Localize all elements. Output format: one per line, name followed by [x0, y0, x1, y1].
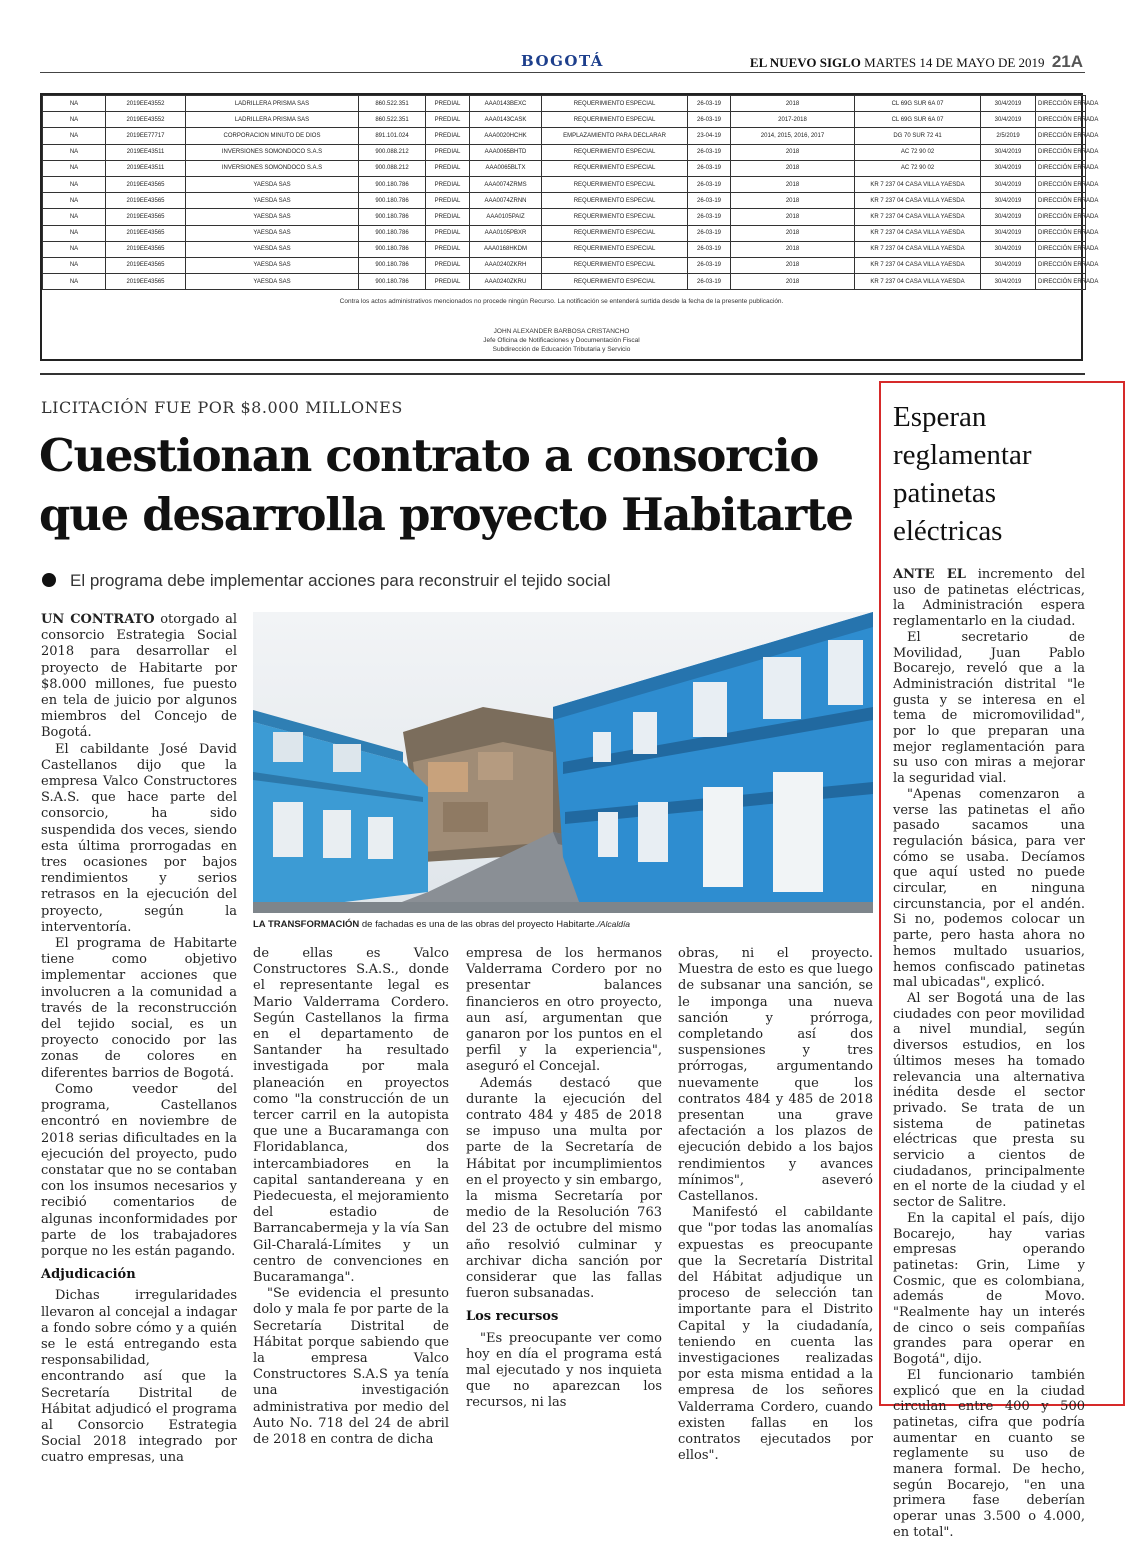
notice-cell: 2018: [731, 193, 855, 209]
notice-cell: 2019EE43565: [106, 257, 186, 273]
notice-cell: REQUERIMIENTO ESPECIAL: [542, 176, 688, 192]
publication-name: EL NUEVO SIGLO: [749, 55, 861, 70]
subhead-text: El programa debe implementar acciones para reconstruir el tejido social: [70, 571, 611, 590]
article-column-4: [678, 946, 873, 1465]
notice-cell: 30/4/2019: [981, 193, 1036, 209]
notice-cell: INVERSIONES SOMONDOCO S.A.S: [186, 160, 359, 176]
notice-cell: 900.180.786: [359, 274, 426, 290]
notice-cell: 26-03-19: [688, 112, 731, 128]
paragraph: [41, 612, 237, 742]
notice-cell: PREDIAL: [426, 112, 470, 128]
notice-cell: 2019EE43565: [106, 193, 186, 209]
notice-cell: PREDIAL: [426, 128, 470, 144]
notice-cell: 30/4/2019: [981, 112, 1036, 128]
bullet-icon: [42, 573, 56, 587]
notice-cell: 2019EE77717: [106, 128, 186, 144]
notice-cell: REQUERIMIENTO ESPECIAL: [542, 96, 688, 112]
notice-cell: 26-03-19: [688, 193, 731, 209]
notice-cell: 891.101.024: [359, 128, 426, 144]
notice-cell: NA: [43, 257, 106, 273]
notice-cell: NA: [43, 128, 106, 144]
notice-cell: 2019EE43565: [106, 225, 186, 241]
notice-cell: REQUERIMIENTO ESPECIAL: [542, 274, 688, 290]
paragraph: El cabildante José David Castellanos dijo que la empresa Valco Constructores S.A.S. que hace parte del consorcio, ha sido suspendida dos veces, siendo esta última prorrogadas en tres ocasiones por bajos rendimientos y serios retrasos en la ejecución del proyecto, según la interventoría.: [41, 741, 237, 935]
notice-cell: KR 7 237 04 CASA VILLA YAESDA: [855, 193, 981, 209]
notice-signature: [40, 327, 1083, 354]
notice-cell: 2017-2018: [731, 112, 855, 128]
paragraph: "Se evidencia el presunto dolo y mala fe por parte de la Secretaría Distrital de Hábitat porque sabiendo que la empresa Valco Constructores S.A.S ya tenía una investigación administrativa por medio del Auto No. 718 del 24 de abril de 2018 en contra de dicha: [253, 1286, 449, 1448]
notice-cell: 900.180.786: [359, 257, 426, 273]
notice-cell: DIRECCIÓN ERRADA: [1036, 112, 1086, 128]
masthead: [750, 52, 1083, 72]
notice-cell: 900.180.786: [359, 193, 426, 209]
notice-cell: 2018: [731, 241, 855, 257]
notice-cell: KR 7 237 04 CASA VILLA YAESDA: [855, 241, 981, 257]
notice-cell: YAESDA SAS: [186, 193, 359, 209]
notice-cell: 900.180.786: [359, 225, 426, 241]
paragraph: empresa de los hermanos Valderrama Cordero por no presentar balances financieros en otro proyecto, aun así, argumentan que ganaron por los puntos en el perfil y la experiencia", aseguró el Concejal.: [466, 946, 662, 1075]
sidebar-headline: Esperan reglamentar patinetas eléctricas: [893, 401, 1032, 547]
caption-lead: LA TRANSFORMACIÓN: [253, 919, 360, 930]
notice-cell: 30/4/2019: [981, 209, 1036, 225]
notice-cell: 2019EE43511: [106, 144, 186, 160]
notice-table-body: [43, 96, 1099, 290]
paragraph: El programa de Habitarte tiene como objetivo implementar acciones que involucren a la comunidad a través de la reconstrucción del tejido social, es un proyecto conocido por las zonas de colores en diferentes barrios de Bogotá.: [41, 936, 237, 1081]
paragraph: Además destacó que durante la ejecución del contrato 484 y 485 de 2018 se impuso una multa por parte de la Secretaría de Hábitat por incumplimientos en el proyecto y sin embargo, la misma Secretaría por medio de la Resolución 763 del 23 de octubre del mismo año resolvió culminar y archivar dicha sanción por considerar que las fallas fueron subsanadas.: [466, 1075, 662, 1302]
notice-cell: 900.088.212: [359, 160, 426, 176]
notice-cell: PREDIAL: [426, 274, 470, 290]
blue-houses-illustration: [253, 612, 873, 913]
notice-cell: AAA0240ZKRU: [470, 274, 542, 290]
notice-footer: Contra los actos administrativos mencionados no procede ningún Recurso. La notificación se entenderá surtida desde la fecha de la presente publicación.: [339, 298, 784, 305]
notice-cell: 26-03-19: [688, 241, 731, 257]
notice-cell: CL 69G SUR 6A 07: [855, 112, 981, 128]
paragraph-text: incremento del uso de patinetas eléctricas, la Administración espera reglamentarlo en la ciudad.: [893, 567, 1085, 630]
notice-cell: DIRECCIÓN ERRADA: [1036, 274, 1086, 290]
notice-cell: NA: [43, 96, 106, 112]
notice-cell: REQUERIMIENTO ESPECIAL: [542, 112, 688, 128]
notice-cell: EMPLAZAMIENTO PARA DECLARAR: [542, 128, 688, 144]
paragraph: de ellas es Valco Constructores S.A.S., donde el representante legal es Mario Valderrama Cordero. Según Castellanos la firma en el departamento de Santander ha resultado investigada por mala planeación en proyectos como "la construcción de un tercer carril en la autopista que une a Bucaramanga con Floridablanca, dos intercambiadores en la capital santandereana y en Piedecuesta, el mejoramiento del estadio de Barrancabermeja y la vía San Gil-Charalá-Límites y un centro de convenciones en Bucaramanga".: [253, 946, 449, 1286]
notice-cell: AAA0240ZKRH: [470, 257, 542, 273]
notice-cell: 2019EE43565: [106, 274, 186, 290]
signature-title: Jefe Oficina de Notificaciones y Documentación Fiscal: [483, 337, 640, 344]
notice-cell: 2019EE43552: [106, 112, 186, 128]
notice-cell: PREDIAL: [426, 193, 470, 209]
notice-cell: 26-03-19: [688, 96, 731, 112]
notice-cell: NA: [43, 193, 106, 209]
notice-cell: 2019EE43552: [106, 96, 186, 112]
notice-cell: 2018: [731, 209, 855, 225]
section-rule: [40, 373, 1085, 375]
notice-cell: AAA0020HCHK: [470, 128, 542, 144]
paragraph: Manifestó el cabildante que "por todas las anomalías expuestas es preocupante que la Secretaría Distrital del Hábitat adjudique un proceso de selección tan importante para el Distrito Capital y la ciudadanía, teniendo en cuenta las investigaciones realizadas por esta misma entidad a la empresa de los señores Valderrama Cordero, cuando existen fallas en los contratos ejecutados por ellos".: [678, 1205, 873, 1464]
article-kicker: LICITACIÓN FUE POR $8.000 MILLONES: [41, 398, 403, 417]
notice-cell: 30/4/2019: [981, 274, 1036, 290]
notice-cell: LADRILLERA PRISMA SAS: [186, 112, 359, 128]
notice-table: [42, 95, 1099, 290]
article-column-2: [253, 946, 449, 1448]
notice-cell: AAA0065BHTD: [470, 144, 542, 160]
notice-cell: DIRECCIÓN ERRADA: [1036, 257, 1086, 273]
notice-cell: NA: [43, 112, 106, 128]
notice-cell: PREDIAL: [426, 144, 470, 160]
notice-cell: 23-04-19: [688, 128, 731, 144]
notice-cell: PREDIAL: [426, 96, 470, 112]
notice-cell: 2019EE43511: [106, 160, 186, 176]
notice-row: [43, 209, 1086, 225]
caption-text: de fachadas es una de las obras del proyecto Habitarte.: [359, 919, 598, 930]
notice-cell: 2018: [731, 160, 855, 176]
paragraph: "Apenas comenzaron a verse las patinetas el año pasado sacamos una regulación básica, para ver cómo se usaba. Decíamos que aquí usted no puede circular, en ninguna circunstancia, por el andén. Si no, podemos colocar un parte, pero hasta ahora no hemos multado usuarios, hemos confiscado patinetas mal ubicadas", explicó.: [893, 786, 1085, 991]
notice-cell: AAA0065BLTX: [470, 160, 542, 176]
notice-row: [43, 112, 1086, 128]
paragraph: [893, 567, 1085, 630]
notice-cell: 26-03-19: [688, 209, 731, 225]
notice-cell: NA: [43, 144, 106, 160]
notice-cell: 2018: [731, 96, 855, 112]
paragraph: Dichas irregularidades llevaron al concejal a indagar a fondo sobre cómo y a quién se le está entregando esta responsabilidad, encontrando así que la Secretaría Distrital de Hábitat adjudicó el programa al Consorcio Estrategia Social 2018 integrado por cuatro empresas, una: [41, 1288, 237, 1466]
notice-cell: 26-03-19: [688, 274, 731, 290]
notice-cell: PREDIAL: [426, 160, 470, 176]
notice-cell: KR 7 237 04 CASA VILLA YAESDA: [855, 225, 981, 241]
paragraph: El funcionario también explicó que en la ciudad circulan entre 400 y 500 patinetas, cifra que podría aumentar en cuanto se reglamente su uso de manera formal. De hecho, según Bocarejo, "en una primera fase deberían operar unas 3.500 o 4.000, en total".: [893, 1367, 1085, 1540]
publication-date: MARTES 14 DE MAYO DE 2019: [864, 55, 1045, 70]
notice-cell: DIRECCIÓN ERRADA: [1036, 209, 1086, 225]
notice-cell: 2018: [731, 257, 855, 273]
notice-cell: PREDIAL: [426, 176, 470, 192]
subheading: Los recursos: [466, 1309, 559, 1325]
notice-cell: 2018: [731, 225, 855, 241]
notice-cell: 30/4/2019: [981, 176, 1036, 192]
notice-cell: NA: [43, 241, 106, 257]
notice-cell: KR 7 237 04 CASA VILLA YAESDA: [855, 176, 981, 192]
notice-cell: AAA0105PAIZ: [470, 209, 542, 225]
notice-cell: YAESDA SAS: [186, 209, 359, 225]
notice-cell: 30/4/2019: [981, 160, 1036, 176]
notice-cell: 30/4/2019: [981, 241, 1036, 257]
lead-in: ANTE EL: [893, 567, 966, 582]
notice-row: [43, 257, 1086, 273]
notice-cell: AAA0143CASK: [470, 112, 542, 128]
signature-name: JOHN ALEXANDER BARBOSA CRISTANCHO: [493, 328, 630, 335]
notice-cell: YAESDA SAS: [186, 257, 359, 273]
notice-cell: 2019EE43565: [106, 209, 186, 225]
notice-cell: REQUERIMIENTO ESPECIAL: [542, 241, 688, 257]
notice-cell: CORPORACION MINUTO DE DIOS: [186, 128, 359, 144]
notice-cell: 26-03-19: [688, 225, 731, 241]
notice-cell: REQUERIMIENTO ESPECIAL: [542, 144, 688, 160]
notice-cell: 900.180.786: [359, 176, 426, 192]
notice-cell: 26-03-19: [688, 176, 731, 192]
notice-cell: DIRECCIÓN ERRADA: [1036, 128, 1086, 144]
notice-cell: REQUERIMIENTO ESPECIAL: [542, 193, 688, 209]
header-rule: [40, 72, 1085, 73]
notice-cell: NA: [43, 225, 106, 241]
notice-cell: REQUERIMIENTO ESPECIAL: [542, 257, 688, 273]
notice-cell: 26-03-19: [688, 144, 731, 160]
signature-office: Subdirección de Educación Tributaria y Servicio: [492, 346, 631, 353]
notice-cell: 2019EE43565: [106, 241, 186, 257]
notice-cell: PREDIAL: [426, 209, 470, 225]
notice-cell: YAESDA SAS: [186, 241, 359, 257]
notice-cell: 2019EE43565: [106, 176, 186, 192]
notice-row: [43, 225, 1086, 241]
notice-row: [43, 160, 1086, 176]
notice-cell: PREDIAL: [426, 225, 470, 241]
notice-cell: PREDIAL: [426, 241, 470, 257]
photo-caption: [253, 919, 873, 930]
paragraph: Como veedor del programa, Castellanos encontró en noviembre de 2018 serias dificultades en la ejecución del proyecto, pudo constatar que no se contaban con los insumos necesarios y recibió comentarios de algunas inconformidades por parte de los trabajadores porque no les están pagando.: [41, 1081, 237, 1259]
notice-cell: DIRECCIÓN ERRADA: [1036, 241, 1086, 257]
notice-cell: 900.088.212: [359, 144, 426, 160]
photo-credit: /Alcaldía: [597, 919, 631, 929]
notice-cell: 26-03-19: [688, 160, 731, 176]
notice-cell: 2014, 2015, 2016, 2017: [731, 128, 855, 144]
notice-cell: YAESDA SAS: [186, 176, 359, 192]
notice-cell: 860.522.351: [359, 112, 426, 128]
notice-row: [43, 193, 1086, 209]
notice-cell: 2018: [731, 144, 855, 160]
notice-cell: DIRECCIÓN ERRADA: [1036, 176, 1086, 192]
notice-cell: KR 7 237 04 CASA VILLA YAESDA: [855, 209, 981, 225]
notice-row: [43, 176, 1086, 192]
notice-cell: REQUERIMIENTO ESPECIAL: [542, 225, 688, 241]
paragraph: En la capital el país, dijo Bocarejo, hay varias empresas operando patinetas: Grin, Lime y Cosmic, que es colombiana, además de Movo. "Realmente hay un interés de cinco o seis compañías grandes para operar en Bogotá", dijo.: [893, 1210, 1085, 1368]
article-photo: [253, 612, 873, 913]
notice-cell: AC 72 90 02: [855, 144, 981, 160]
notice-cell: INVERSIONES SOMONDOCO S.A.S: [186, 144, 359, 160]
notice-cell: DIRECCIÓN ERRADA: [1036, 225, 1086, 241]
notice-cell: AAA0105PBXR: [470, 225, 542, 241]
section-name: BOGOTÁ: [521, 52, 604, 70]
notice-cell: AAA0168HKDM: [470, 241, 542, 257]
notice-cell: 30/4/2019: [981, 225, 1036, 241]
notice-cell: NA: [43, 274, 106, 290]
notice-cell: YAESDA SAS: [186, 274, 359, 290]
notice-cell: 2/5/2019: [981, 128, 1036, 144]
notice-cell: REQUERIMIENTO ESPECIAL: [542, 160, 688, 176]
notice-row: [43, 274, 1086, 290]
notice-cell: YAESDA SAS: [186, 225, 359, 241]
paragraph: El secretario de Movilidad, Juan Pablo Bocarejo, reveló que a la Administración distrital "le gusta y se interesa en el tema de micromovilidad", por lo que preparan una mejor reglamentación para su uso con miras a mejorar la seguridad vial.: [893, 629, 1085, 787]
notice-cell: AC 72 90 02: [855, 160, 981, 176]
notice-cell: DIRECCIÓN ERRADA: [1036, 193, 1086, 209]
notice-cell: KR 7 237 04 CASA VILLA YAESDA: [855, 274, 981, 290]
paragraph: Al ser Bogotá una de las ciudades con peor movilidad a nivel mundial, según diversos estudios, en los últimos meses ha tomado relevancia una alternativa inédita desde el sector privado. Se trata de un sistema de patinetas eléctricas que presta su servicio a cientos de ciudadanos, principalmente en el norte de la ciudad y el sector de Salitre.: [893, 990, 1085, 1211]
article-headline: Cuestionan contrato a consorcio que desarrolla proyecto Habitarte: [39, 429, 853, 541]
notice-cell: NA: [43, 160, 106, 176]
lead-in: UN CONTRATO: [41, 612, 155, 627]
notice-cell: 860.522.351: [359, 96, 426, 112]
paragraph: "Es preocupante ver como hoy en día el programa está mal ejecutado y nos inquieta que no aparezcan los recursos, ni las: [466, 1330, 662, 1411]
notice-row: [43, 241, 1086, 257]
paragraph: obras, ni el proyecto. Muestra de esto es que luego de subsanar una sanción, se le imponga una nueva sanción y prórroga, completando así dos suspensiones y tres prórrogas, argumentando nuevamente que los contratos 484 y 485 de 2018 presentan una grave afectación a los plazos de ejecución debido a los bajos rendimientos y avances mínimos", aseveró Castellanos.: [678, 946, 873, 1205]
article-column-1: [41, 612, 237, 1467]
legal-notice-box: [40, 93, 1099, 361]
notice-cell: LADRILLERA PRISMA SAS: [186, 96, 359, 112]
notice-cell: 900.180.786: [359, 241, 426, 257]
notice-row: [43, 128, 1086, 144]
notice-cell: REQUERIMIENTO ESPECIAL: [542, 209, 688, 225]
notice-cell: 30/4/2019: [981, 144, 1036, 160]
page-number: 21A: [1051, 52, 1083, 71]
notice-cell: 2018: [731, 274, 855, 290]
notice-cell: DG 70 SUR 72 41: [855, 128, 981, 144]
sidebar-body: [893, 567, 1085, 1541]
notice-cell: NA: [43, 209, 106, 225]
notice-cell: 2018: [731, 176, 855, 192]
notice-cell: 30/4/2019: [981, 96, 1036, 112]
article-subhead: [42, 571, 611, 591]
notice-cell: 900.180.786: [359, 209, 426, 225]
notice-cell: AAA0074ZRMS: [470, 176, 542, 192]
notice-row: [43, 96, 1086, 112]
notice-cell: DIRECCIÓN ERRADA: [1036, 160, 1086, 176]
paragraph-text: otorgado al consorcio Estrategia Social 2018 para desarrollar el proyecto de Habitarte por $8.000 millones, fue puesto en tela de juicio por algunos miembros del Concejo de Bogotá.: [41, 612, 237, 741]
notice-row: [43, 144, 1086, 160]
notice-cell: AAA0074ZRNN: [470, 193, 542, 209]
notice-cell: 30/4/2019: [981, 257, 1036, 273]
notice-cell: AAA0143BEXC: [470, 96, 542, 112]
notice-cell: DIRECCIÓN ERRADA: [1036, 96, 1086, 112]
notice-cell: DIRECCIÓN ERRADA: [1036, 144, 1086, 160]
notice-cell: PREDIAL: [426, 257, 470, 273]
notice-cell: 26-03-19: [688, 257, 731, 273]
subheading: Adjudicación: [41, 1267, 136, 1283]
notice-cell: KR 7 237 04 CASA VILLA YAESDA: [855, 257, 981, 273]
notice-cell: NA: [43, 176, 106, 192]
article-column-3: [466, 946, 662, 1412]
notice-cell: CL 69G SUR 6A 07: [855, 96, 981, 112]
